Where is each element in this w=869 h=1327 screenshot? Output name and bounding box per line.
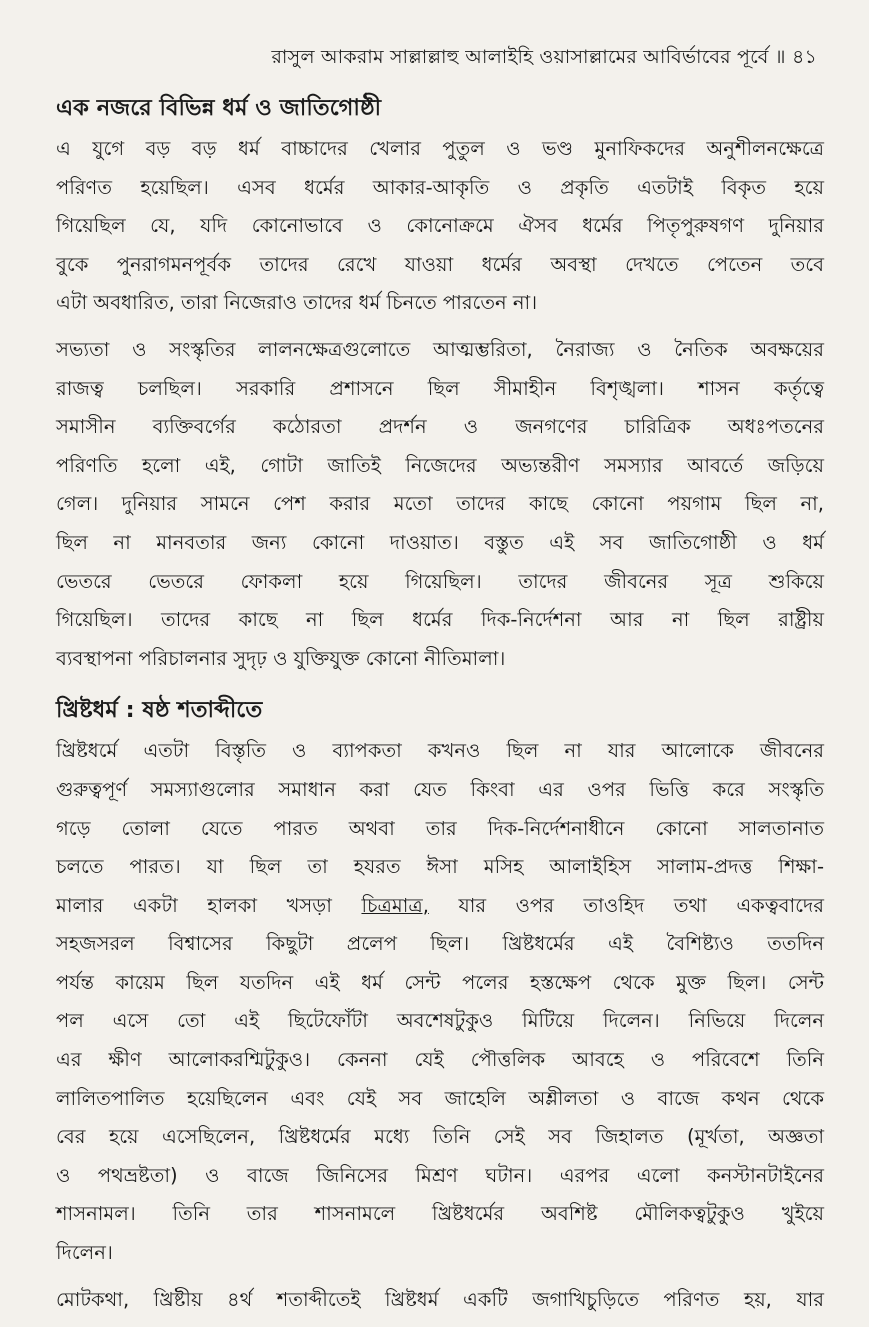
text-line: ছিল না মানবতার জন্য কোনো দাওয়াত। বস্তুত এই সব জাতিগোষ্ঠী ও ধর্ম — [56, 530, 824, 554]
text-line: পরিণতি হলো এই, গোটা জাতিই নিজেদের অভ্যন্তরীণ সমস্যার আবর্তে জড়িয়ে — [56, 453, 824, 477]
underlined-text: চিত্রমাত্র, — [361, 893, 429, 917]
text-line: এ যুগে বড় বড় ধর্ম বাচ্চাদের খেলার পুতুল ও ভণ্ড মুনাফিকদের অনুশীলনক্ষেত্রে — [56, 137, 824, 160]
text-line: চলতে পারত। যা ছিল তা হযরত ঈসা মসিহ আলাইহিস সালাম-প্রদত্ত শিক্ষা- — [56, 855, 824, 879]
text-line: সমাসীন ব্যক্তিবর্গের কঠোরতা প্রদর্শন ও জনগণের চারিত্রিক অধঃপতনের — [56, 415, 824, 439]
text-line: মোটকথা, খ্রিষ্টীয় ৪র্থ শতাব্দীতেই খ্রিষ্টধর্ম একটি জগাখিচুড়িতে পরিণত হয়, যার — [56, 1287, 824, 1311]
text-line: গিয়েছিল যে, যদি কোনোভাবে ও কোনোক্রমে ঐসব ধর্মের পিতৃপুরুষগণ দুনিয়ার — [56, 214, 824, 238]
paragraph-religions-2 — [56, 331, 824, 678]
text-line: শাসনামল। তিনি তার শাসনামলে খ্রিষ্টধর্মের অবশিষ্ট মৌলিকত্বটুকুও খুইয়ে — [56, 1202, 824, 1226]
text-line: ভেতরে ভেতরে ফোকলা হয়ে গিয়েছিল। তাদের জীবনের সূত্র শুকিয়ে — [56, 569, 824, 593]
text-line: সভ্যতা ও সংস্কৃতির লালনক্ষেত্রগুলোতে আত্মম্ভরিতা, নৈরাজ্য ও নৈতিক অবক্ষয়ের — [56, 337, 824, 361]
text-line: সহজসরল বিশ্বাসের কিছুটা প্রলেপ ছিল। খ্রিষ্টধর্মের এই বৈশিষ্ট্যও ততদিন — [56, 932, 824, 956]
page-content — [56, 92, 824, 1327]
text-line: গুরুত্বপূর্ণ সমস্যাগুলোর সমাধান করা যেত কিংবা এর ওপর ভিত্তি করে সংস্কৃতি — [56, 777, 824, 801]
text-line: গেল। দুনিয়ার সামনে পেশ করার মতো তাদের কাছে কোনো পয়গাম ছিল না, — [56, 492, 824, 516]
text-line: পর্যন্ত কায়েম ছিল যতদিন এই ধর্ম সেন্ট পলের হস্তক্ষেপ থেকে মুক্ত ছিল। সেন্ট — [56, 970, 824, 994]
text-line: দিলেন। — [56, 1241, 113, 1265]
paragraph-christianity-2 — [56, 1281, 824, 1320]
text-line: ব্যবস্থাপনা পরিচালনার সুদৃঢ় ও যুক্তিযুক্ত কোনো নীতিমালা। — [56, 646, 506, 670]
paragraph-christianity-1 — [56, 732, 824, 1272]
text-fragment: মালার একটা হালকা খসড়া — [56, 893, 362, 917]
paragraph-religions-1 — [56, 130, 824, 323]
text-line: এর ক্ষীণ আলোকরশ্মিটুকুও। কেননা যেই পৌত্তলিক আবহে ও পরিবেশে তিনি — [56, 1048, 824, 1072]
text-line: লালিতপালিত হয়েছিলেন এবং যেই সব জাহেলি অশ্লীলতা ও বাজে কথন থেকে — [56, 1086, 824, 1110]
running-header: রাসুল আকরাম সাল্লাল্লাহু আলাইহি ওয়াসাল্লামের আবির্ভাবের পূর্বে ॥ ৪১ — [271, 46, 817, 68]
text-line: পরিণত হয়েছিল। এসব ধর্মের আকার-আকৃতি ও প্রকৃতি এতটাই বিকৃত হয়ে — [56, 175, 824, 199]
text-line: বের হয়ে এসেছিলেন, খ্রিষ্টধর্মের মধ্যে তিনি সেই সব জিহালত (মূর্খতা, অজ্ঞতা — [56, 1125, 824, 1149]
text-line: রাজত্ব চলছিল। সরকারি প্রশাসনে ছিল সীমাহীন বিশৃঙ্খলা। শাসন কর্তৃত্বে — [56, 376, 824, 400]
text-line: খ্রিষ্টধর্মে এতটা বিস্তৃতি ও ব্যাপকতা কখনও ছিল না যার আলোকে জীবনের — [56, 739, 824, 763]
text-line: পল এসে তো এই ছিটেফোঁটা অবশেষটুকুও মিটিয়ে দিলেন। নিভিয়ে দিলেন — [56, 1009, 824, 1033]
text-line: ও পথভ্রষ্টতা) ও বাজে জিনিসের মিশ্রণ ঘটান। এরপর এলো কনস্টানটাইনের — [56, 1163, 824, 1187]
text-line: গড়ে তোলা যেতে পারত অথবা তার দিক-নির্দেশনাধীনে কোনো সালতানাত — [56, 816, 824, 840]
text-fragment: যার ওপর তাওহিদ তথা একত্ববাদের — [428, 893, 824, 917]
section-heading-christianity: খ্রিষ্টধর্ম : ষষ্ঠ শতাব্দীতে — [56, 697, 263, 724]
text-line-with-underline — [56, 887, 824, 926]
text-line: বুকে পুনরাগমনপূর্বক তাদের রেখে যাওয়া ধর্মের অবস্থা দেখতে পেতেন তবে — [56, 252, 824, 276]
section-heading-religions: এক নজরে বিভিন্ন ধর্ম ও জাতিগোষ্ঠী — [56, 95, 382, 121]
text-line: এটা অবধারিত, তারা নিজেরাও তাদের ধর্ম চিনতে পারতেন না। — [56, 291, 538, 315]
text-line: গিয়েছিল। তাদের কাছে না ছিল ধর্মের দিক-নির্দেশনা আর না ছিল রাষ্ট্রীয় — [56, 608, 824, 632]
